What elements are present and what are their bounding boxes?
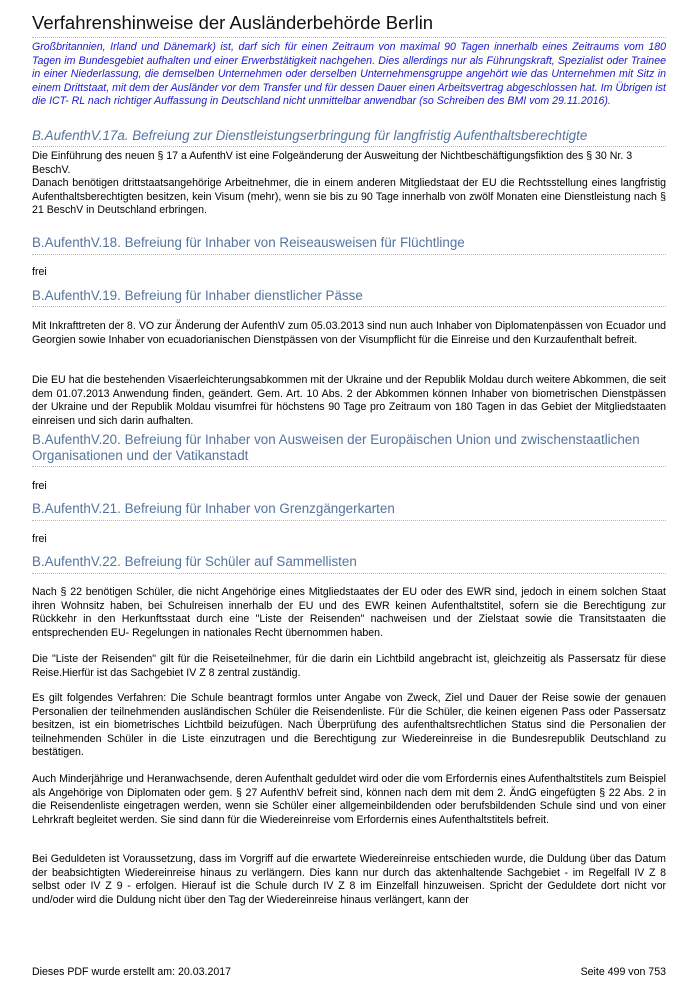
section-18-text: frei — [32, 266, 47, 278]
section-22-paragraph-5: Bei Geduldeten ist Voraussetzung, dass im Vorgriff auf die erwartete Wiedereinreise entschieden wurde, die Duldung über das Datum der beabsichtigten Wiedereinreise hinaus zu verlängern. Dies kann nur durch das aktenhaltende Sachgebiet - im Regelfall IV Z 8 selbst oder IV Z 9 - erfolgen. Hierauf ist die Schule durch IV Z 8 im Einzelfall hinzuweisen. Spricht der Geduldete dort nicht vor und/oder wird die Duldung nicht über den Tag der Wiedereinreise hinaus verlängert, kann der — [32, 853, 666, 906]
section-22-paragraph-2: Die "Liste der Reisenden" gilt für die Reiseteilnehmer, für die darin ein Lichtbild angebracht ist, gleichzeitig als Passersatz für diese Reise.Hierfür ist das Sachgebiet IV Z 8 zentral zuständig. — [32, 653, 666, 679]
section-divider-17a — [32, 146, 666, 147]
intro-note: Großbritannien, Irland und Dänemark) ist, darf sich für einen Zeitraum von maximal 90 Tagen innerhalb eines Zeitraums vom 180 Tagen im Bundesgebiet aufhalten und einer Erwerbstätigkeit nachgehen. Dies allerdings nur als Führungskraft, Spezialist oder Trainee in einer Niederlassung, die demselben Unternehmen oder derselben Unternehmensgruppe angehört wie das Unternehmen mit Sitz in einem Drittstaat, mit dem der Ausländer vor dem Transfer und für dessen Dauer einen Arbeitsvertrag abgeschlossen hat. Im Übrigen ist die ICT- RL nach richtiger Auffassung in Deutschland nicht unmittelbar anwendbar (so Schreiben des BMI vom 29.11.2016). — [32, 41, 666, 108]
section-divider-21 — [32, 520, 666, 521]
title-divider — [32, 37, 666, 38]
section-heading-21: B.AufenthV.21. Befreiung für Inhaber von Grenzgängerkarten — [32, 501, 395, 516]
section-20-text: frei — [32, 480, 47, 492]
section-heading-20: B.AufenthV.20. Befreiung für Inhaber von Ausweisen der Europäischen Union und zwischenstaatlichen Organisationen und der Vatikanstadt — [32, 432, 640, 463]
footer-page-number: Seite 499 von 753 — [580, 966, 666, 978]
section-heading-19: B.AufenthV.19. Befreiung für Inhaber dienstlicher Pässe — [32, 288, 363, 303]
section-22-paragraph-3: Es gilt folgendes Verfahren: Die Schule beantragt formlos unter Angabe von Zweck, Ziel und Dauer der Reise sowie der genauen Personalien der teilnehmenden ausländischen Schüler die Reisendenliste. Für die Schüler, die keinen eigenen Pass oder Passersatz besitzen, ist ein biometrisches Lichtbild beizufügen. Nach Überprüfung des aufenthaltsrechtlichen Status sind die Personalien der teilnehmenden Schüler in die Liste einzutragen und die Berechtigung zur Wiedereinreise in die Bundesrepublik Deutschland zu bestätigen. — [32, 692, 666, 758]
section-heading-22: B.AufenthV.22. Befreiung für Schüler auf Sammellisten — [32, 554, 357, 569]
section-19-paragraph-2: Die EU hat die bestehenden Visaerleichterungsabkommen mit der Ukraine und der Republik Moldau durch weitere Abkommen, die seit dem 01.07.2013 Anwendung finden, geändert. Gem. Art. 10 Abs. 2 der Abkommen können Inhaber von biometrischen Dienstpässen der Ukraine und der Republik Moldau visumfrei für höchstens 90 Tage pro Zeitraum von 180 Tagen in das Gebiet der Mitgliedstaaten einreisen und sich darin aufhalten. — [32, 374, 666, 427]
section-22-paragraph-1: Nach § 22 benötigen Schüler, die nicht Angehörige eines Mitgliedstaates der EU oder des EWR sind, jedoch in einem solchen Staat ihren Wohnsitz haben, bei Schulreisen innerhalb der EU und des EWR keinen Aufenthaltstitel, sofern sie die Berechtigung zur Rückkehr in den Herkunftsstaat durch eine "Liste der Reisenden" nachweisen und der Zielstaat sowie die Transitstaaten die entsprechenden EU- Regelungen in nationales Recht übernommen haben. — [32, 586, 666, 639]
section-17a-paragraph-2: Danach benötigen drittstaatsangehörige Arbeitnehmer, die in einem anderen Mitgliedstaat der EU die Rechtsstellung eines langfristig Aufenthaltsberechtigten besitzen, kein Visum (mehr), wenn sie bis zu 90 Tage innerhalb von zwölf Monaten eine Dienstleistung nach § 21 BeschV in Deutschland erbringen. — [32, 177, 666, 216]
section-21-text: frei — [32, 533, 47, 545]
section-divider-22 — [32, 573, 666, 574]
section-divider-19 — [32, 306, 666, 307]
section-22-paragraph-4: Auch Minderjährige und Heranwachsende, deren Aufenthalt geduldet wird oder die vom Erfordernis eines Aufenthaltstitels zum Beispiel als Angehörige von Diplomaten oder gem. § 27 AufenthV befreit sind, können nach dem mit dem 2. ÄndG eingefügten § 22 Abs. 2 in die Reisendenliste eingetragen werden, wenn sie Schüler einer allgemeinbildenden oder berufsbildenden Schule sind und von einer Lehrkraft begleitet werden. Sie sind dann für die Wiedereinreise vom Erfordernis eines Aufenthaltstitels befreit. — [32, 773, 666, 826]
section-heading-18: B.AufenthV.18. Befreiung für Inhaber von Reiseausweisen für Flüchtlinge — [32, 235, 465, 250]
section-heading-17a: B.AufenthV.17a. Befreiung zur Dienstleistungserbringung für langfristig Aufenthaltsberechtigte — [32, 128, 588, 143]
footer-created-date: Dieses PDF wurde erstellt am: 20.03.2017 — [32, 966, 232, 978]
document-title: Verfahrenshinweise der Ausländerbehörde Berlin — [32, 12, 434, 33]
section-divider-20 — [32, 466, 666, 467]
section-17a-paragraph-1: Die Einführung des neuen § 17 a AufenthV ist eine Folgeänderung der Ausweitung der Nichtbeschäftigungsfiktion des § 30 Nr. 3 BeschV. — [32, 150, 633, 176]
section-19-paragraph-1: Mit Inkrafttreten der 8. VO zur Änderung der AufenthV zum 05.03.2013 sind nun auch Inhaber von Diplomatenpässen von Ecuador und Georgien sowie Inhaber von ecuadorianischen Dienstpässen von der Visumpflicht für die Einreise und den Kurzaufenthalt befreit. — [32, 320, 666, 346]
section-divider-18 — [32, 254, 666, 255]
